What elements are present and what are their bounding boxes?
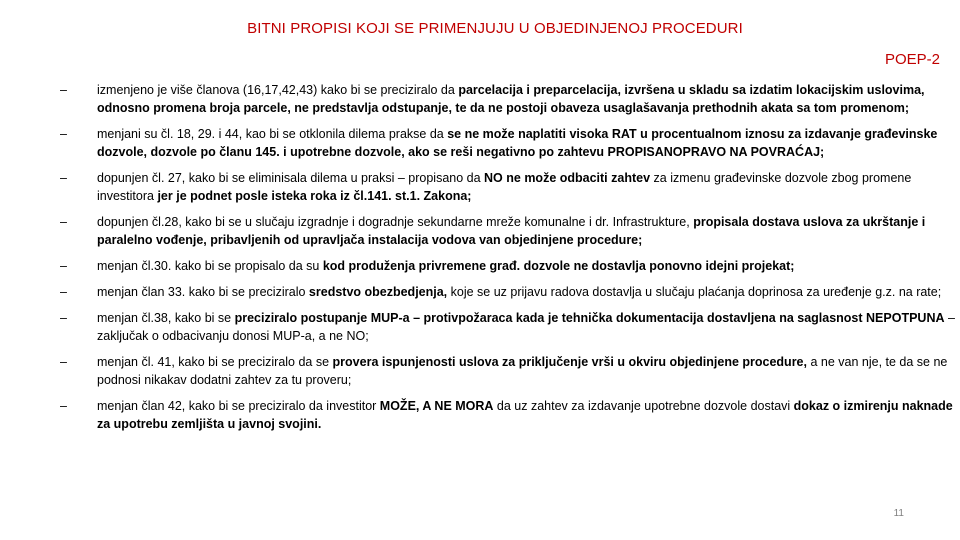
page-title: BITNI PROPISI KOJI SE PRIMENJUJU U OBJEDINJENOJ PROCEDURI (247, 20, 743, 37)
list-item (60, 169, 956, 205)
list-item (60, 213, 956, 249)
text: da uz zahtev za izdavanje upotrebne dozvole dostavi (493, 399, 794, 413)
list-item (60, 283, 956, 301)
text: a ne van nje, te da se ne podnosi nikakav dodatni zahtev za tu proveru; (97, 355, 948, 387)
bullet-dash: – (60, 259, 67, 273)
text: menjan čl.30. kako bi se propisalo da su (97, 259, 323, 273)
list-item (60, 257, 956, 275)
text: menjani su čl. 18, 29. i 44, kao bi se otklonila dilema prakse da (97, 127, 448, 141)
bullet-dash: – (60, 355, 67, 369)
bullet-dash: – (60, 215, 67, 229)
text: za izmenu građevinske dozvole zbog promene investitora (97, 171, 912, 203)
list-item (60, 397, 956, 433)
bullet-dash: – (60, 285, 67, 299)
regulation-list (60, 81, 956, 433)
bullet-dash: – (60, 83, 67, 97)
bold-text: preciziralo postupanje MUP-a – protivpožaraca kada je tehnička dokumentacija dostavljena na saglasnost NEPOTPUNA (234, 311, 945, 325)
text: koje se uz prijavu radova dostavlja u slučaju plaćanja doprinosa za uređenje g.z. na rate; (447, 285, 942, 299)
list-item (60, 125, 956, 161)
text: – zaključak o odbacivanju donosi MUP-a, a ne NO; (97, 311, 955, 343)
bold-text: propisala dostava uslova za ukrštanje i paralelno vođenje, pribavljenih od upravljača instalacija vodova van objedinjene procedure; (97, 215, 926, 247)
bullet-dash: – (60, 171, 67, 185)
bold-text: sredstvo obezbedjenja, (308, 285, 448, 299)
text: dopunjen čl. 27, kako bi se eliminisala dilema u praksi – propisano da (97, 171, 485, 185)
bold-text: NO ne može odbaciti zahtev (484, 171, 651, 185)
bold-text: jer je podnet posle isteka roka iz čl.141. st.1. Zakona; (157, 189, 472, 203)
bullet-dash: – (60, 311, 67, 325)
bold-text: kod produženja privremene građ. dozvole ne dostavlja ponovno idejni projekat; (322, 259, 795, 273)
text: menjan čl. 41, kako bi se preciziralo da se (97, 355, 333, 369)
text: menjan čl.38, kako bi se (97, 311, 235, 325)
page-number: 11 (893, 508, 904, 519)
list-item (60, 81, 956, 117)
text: menjan član 42, kako bi se preciziralo da investitor (97, 399, 380, 413)
document-code: POEP-2 (884, 51, 940, 68)
text: menjan član 33. kako bi se preciziralo (97, 285, 309, 299)
bold-text: MOŽE, A NE MORA (379, 399, 494, 413)
text: izmenjeno je više članova (16,17,42,43) kako bi se preciziralo da (97, 83, 459, 97)
text: dopunjen čl.28, kako bi se u slučaju izgradnje i dogradnje sekundarne mreže komunalne i dr. Infrastrukture, (97, 215, 694, 229)
list-item (60, 309, 956, 345)
bold-text: dokaz o izmirenju naknade za upotrebu zemljišta u javnoj svojini. (97, 399, 953, 431)
list-item (60, 353, 956, 389)
bold-text: se ne može naplatiti visoka RAT u procentualnom iznosu za izdavanje građevinske dozvole, dozvole po članu 145. i upotrebne dozvole, ako se reši negativno po zahtevu PROPISANOPRAVO NA POVRAĆAJ; (97, 127, 938, 159)
bullet-dash: – (60, 399, 67, 413)
bold-text: provera ispunjenosti uslova za priključenje vrši u okviru objedinjene procedure, (332, 355, 807, 369)
bullet-dash: – (60, 127, 67, 141)
bold-text: parcelacija i preparcelacija, izvršena u skladu sa izdatim lokacijskim uslovima, odnosno promena broja parcele, ne predstavlja odstupanje, te da ne postoji obaveza usaglašavanja prethodnih akata sa tom promenom; (97, 83, 925, 115)
